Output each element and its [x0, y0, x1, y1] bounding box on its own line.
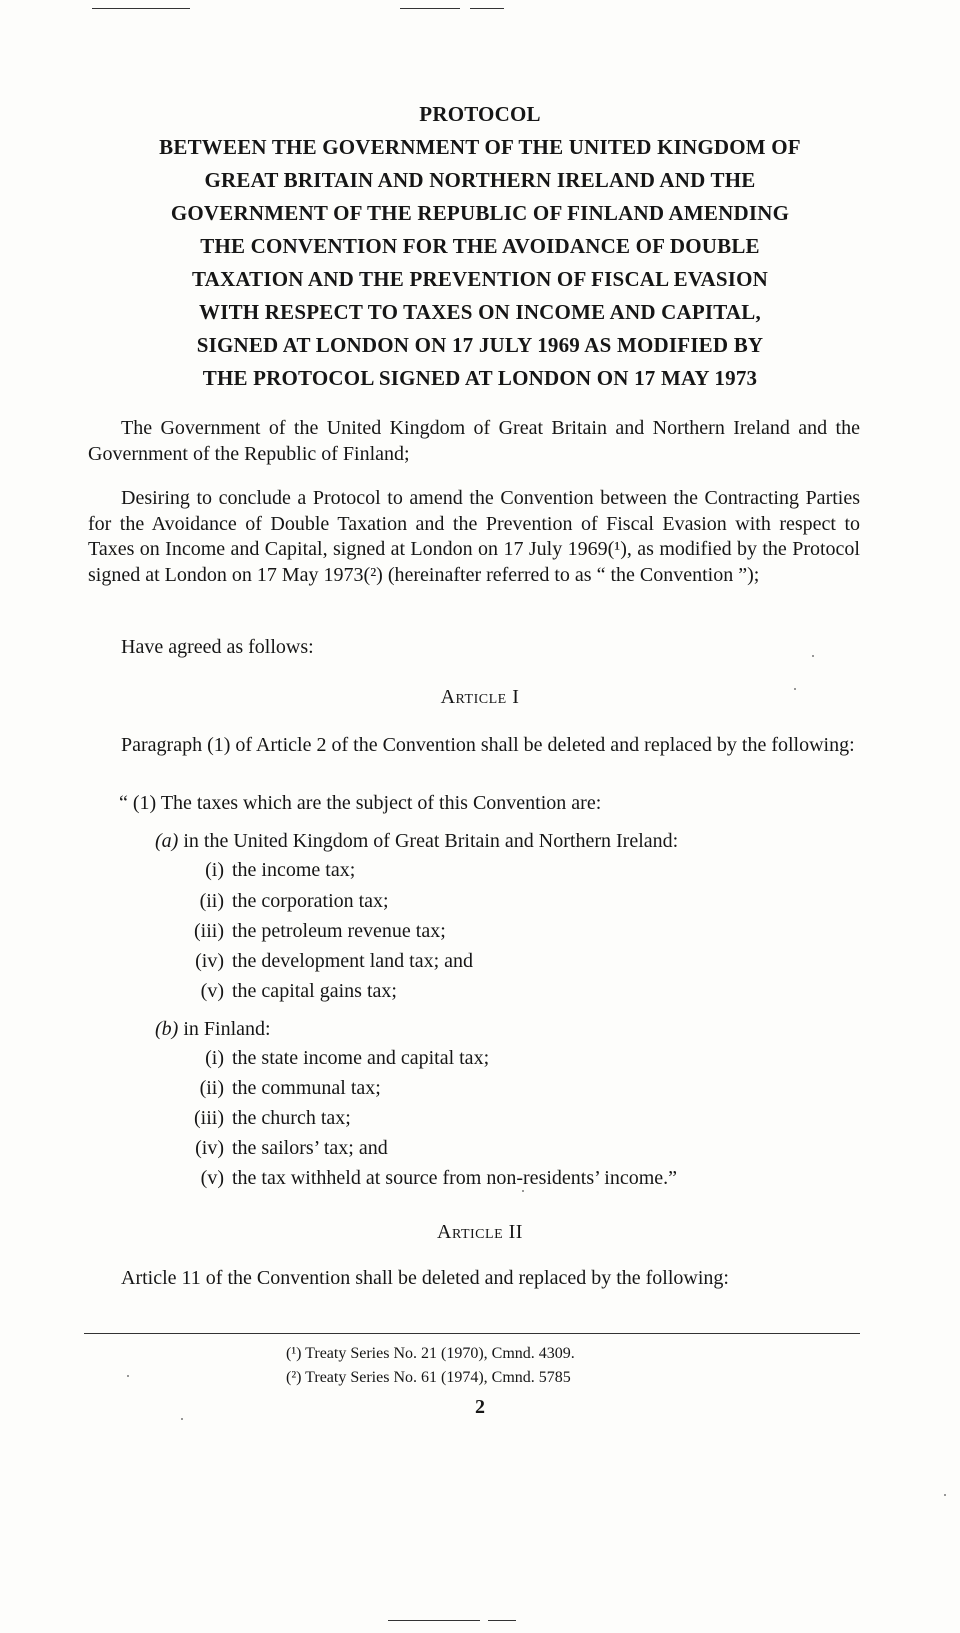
list-item-b	[155, 1014, 271, 1045]
list-item-a	[155, 826, 678, 857]
scan-speck	[944, 1494, 946, 1496]
list-item: (v) the capital gains tax;	[200, 980, 397, 1002]
bottom-edge-rule	[488, 1620, 516, 1621]
top-edge-rule	[470, 8, 504, 9]
bottom-edge-rule	[388, 1620, 480, 1621]
list-text: in the United Kingdom of Great Britain and Northern Ireland:	[183, 830, 679, 852]
title-line: WITH RESPECT TO TAXES ON INCOME AND CAPITAL,	[199, 300, 761, 324]
footnote-1: (¹) Treaty Series No. 21 (1970), Cmnd. 4309.	[286, 1345, 575, 1362]
top-edge-rule	[400, 8, 460, 9]
list-item: (ii) the communal tax;	[199, 1077, 381, 1099]
list-item: (iv) the sailors’ tax; and	[195, 1137, 388, 1159]
title-line: THE PROTOCOL SIGNED AT LONDON ON 17 MAY 1973	[202, 366, 758, 390]
preamble-desiring: Desiring to conclude a Protocol to amend the Convention between the Contracting Parties for the Avoidance of Double Taxation and the Prevention of Fiscal Evasion with respect to Taxes on Income and Capital, signed at London on 17 July 1969(¹), as modified by the Protocol signed at London on 17 May 1973(²) (hereinafter referred to as “ the Convention ”);	[88, 487, 860, 586]
scan-speck	[812, 655, 814, 657]
preamble-agreed: Have agreed as follows:	[121, 636, 314, 658]
list-item: (v) the tax withheld at source from non-residents’ income.”	[200, 1167, 678, 1189]
list-label: (b)	[155, 1018, 179, 1040]
article-2-intro: Article 11 of the Convention shall be deleted and replaced by the following:	[121, 1267, 729, 1289]
title-line: GOVERNMENT OF THE REPUBLIC OF FINLAND AMENDING	[170, 201, 790, 225]
title-line: THE CONVENTION FOR THE AVOIDANCE OF DOUBLE	[200, 234, 760, 258]
article-1-intro: Paragraph (1) of Article 2 of the Convention shall be deleted and replaced by the following:	[121, 734, 855, 756]
article-1-clause: “ (1) The taxes which are the subject of this Convention are:	[119, 792, 602, 814]
scan-speck	[794, 688, 796, 690]
preamble-parties: The Government of the United Kingdom of Great Britain and Northern Ireland and the Government of the Republic of Finland;	[88, 417, 860, 465]
list-item: (i) the state income and capital tax;	[205, 1047, 490, 1069]
scan-speck	[181, 1418, 183, 1420]
title-line: TAXATION AND THE PREVENTION OF FISCAL EVASION	[191, 267, 769, 291]
scan-speck	[522, 1190, 524, 1192]
document-title	[0, 98, 960, 395]
title-line: SIGNED AT LONDON ON 17 JULY 1969 AS MODIFIED BY	[196, 333, 764, 357]
article-2-heading: Article II	[437, 1221, 523, 1243]
footnote-rule	[84, 1333, 860, 1334]
list-label: (a)	[155, 830, 179, 852]
top-edge-rule	[92, 8, 190, 9]
title-line: BETWEEN THE GOVERNMENT OF THE UNITED KINGDOM OF	[159, 135, 801, 159]
title-line: GREAT BRITAIN AND NORTHERN IRELAND AND THE	[204, 168, 756, 192]
list-item: (iii) the petroleum revenue tax;	[194, 920, 446, 942]
list-item: (i) the income tax;	[205, 859, 356, 881]
footnote-2: (²) Treaty Series No. 61 (1974), Cmnd. 5785	[286, 1369, 571, 1386]
list-item: (iv) the development land tax; and	[195, 950, 474, 972]
list-item: (iii) the church tax;	[194, 1107, 351, 1129]
list-text: in Finland:	[183, 1018, 271, 1040]
page-number: 2	[475, 1396, 485, 1418]
title-line: PROTOCOL	[419, 102, 541, 126]
article-1-heading: Article I	[440, 686, 520, 708]
scan-speck	[127, 1375, 129, 1377]
list-item: (ii) the corporation tax;	[199, 890, 389, 912]
